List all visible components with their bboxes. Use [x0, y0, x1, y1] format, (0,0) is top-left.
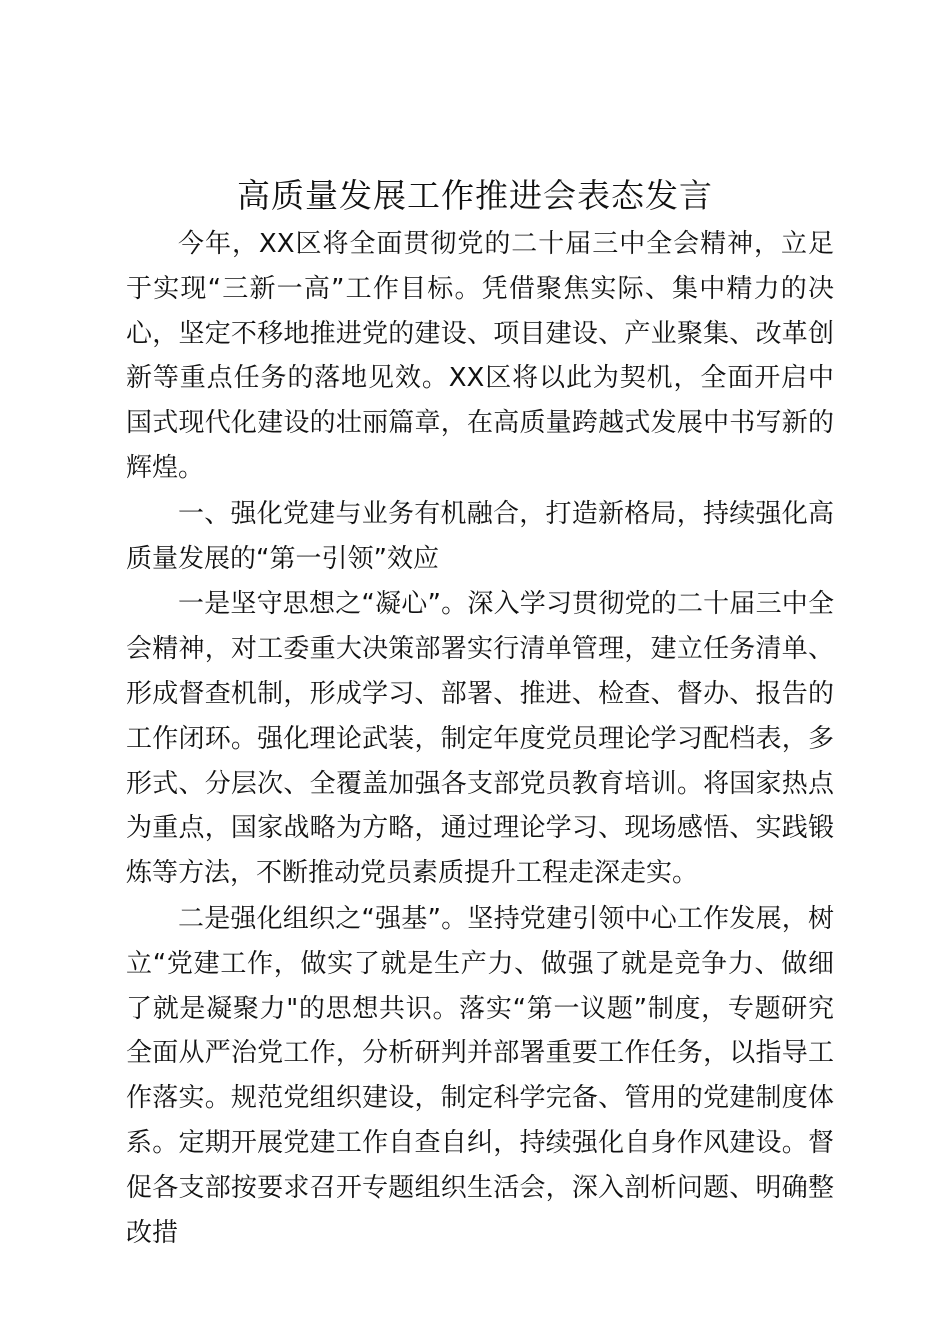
paragraph-section-heading-1: 一、强化党建与业务有机融合，打造新格局，持续强化高质量发展的“第一引领”效应 — [126, 498, 834, 574]
paragraph-intro: 今年，XX区将全面贯彻党的二十届三中全会精神，立足于实现“三新一高”工作目标。凭借聚焦实际、集中精力的决心，坚定不移地推进党的建设、项目建设、产业聚集、改革创新等重点任务的落地见效。XX区将以此为契机，全面开启中国式现代化建设的壮丽篇章，在高质量跨越式发展中书写新的辉煌。 — [126, 229, 834, 483]
document-body — [126, 222, 834, 1256]
paragraph-point-2: 二是强化组织之“强基”。坚持党建引领中心工作发展，树立“党建工作，做实了就是生产力、做强了就是竞争力、做细了就是凝聚力"的思想共识。落实“第一议题”制度，专题研究全面从严治党工作，分析研判并部署重要工作任务，以指导工作落实。规范党组织建设，制定科学完备、管用的党建制度体系。定期开展党建工作自查自纠，持续强化自身作风建设。督促各支部按要求召开专题组织生活会，深入剖析问题、明确整改措 — [126, 903, 834, 1248]
paragraph-point-1: 一是坚守思想之“凝心”。深入学习贯彻党的二十届三中全会精神，对工委重大决策部署实行清单管理，建立任务清单、形成督查机制，形成学习、部署、推进、检查、督办、报告的工作闭环。强化理论武装，制定年度党员理论学习配档表，多形式、分层次、全覆盖加强各支部党员教育培训。将国家热点为重点，国家战略为方略，通过理论学习、现场感悟、实践锻炼等方法，不断推动党员素质提升工程走深走实。 — [126, 589, 834, 889]
document-title: 高质量发展工作推进会表态发言 — [237, 176, 713, 215]
